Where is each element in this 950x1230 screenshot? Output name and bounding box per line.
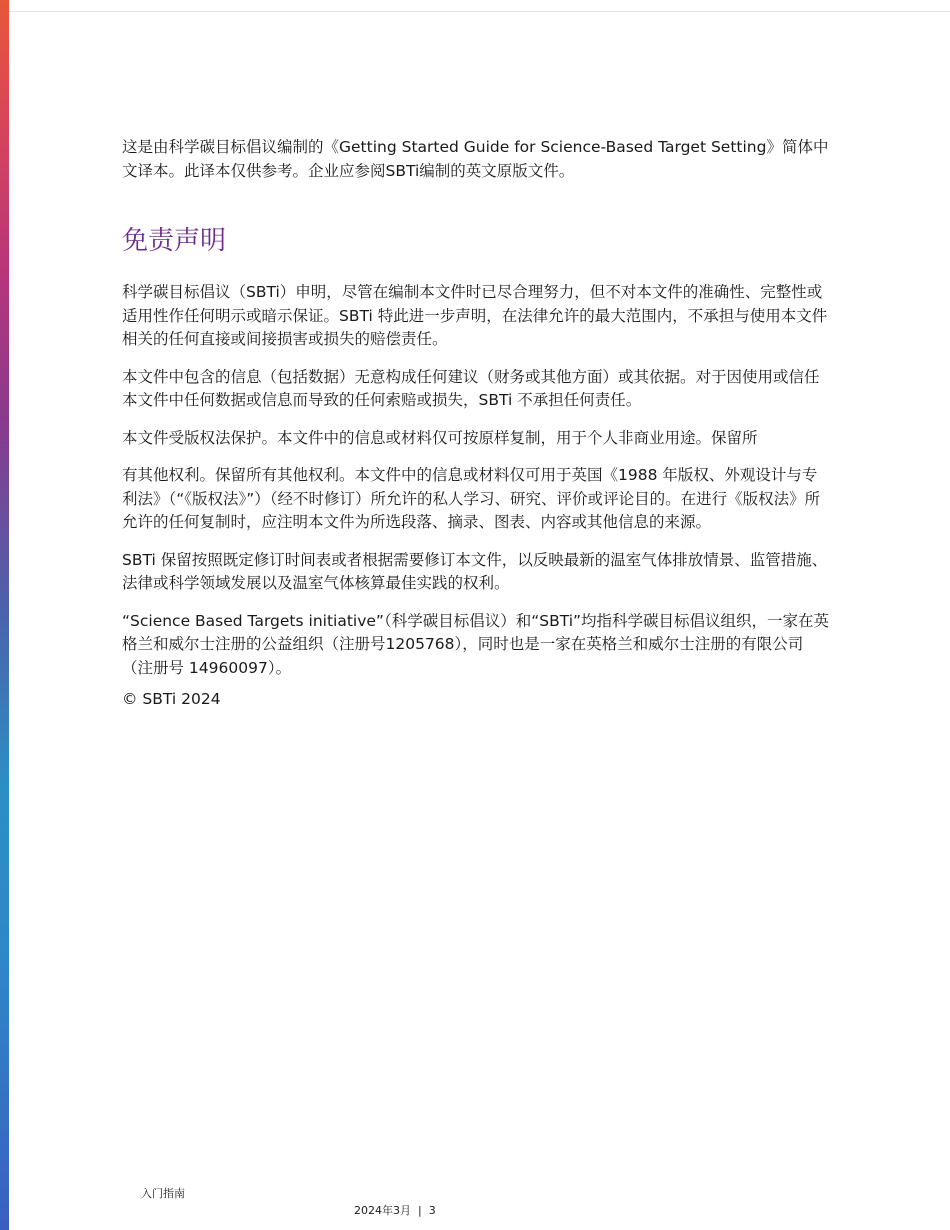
decorative-gradient-stripe	[0, 0, 9, 1230]
disclaimer-paragraph-no-advice: 本文件中包含的信息（包括数据）无意构成任何建议（财务或其他方面）或其依据。对于因使用或信任本文件中任何数据或信息而导致的任何索赔或损失，SBTi 不承担任何责任。	[122, 367, 820, 409]
translation-note: 这是由科学碳目标倡议编制的《Getting Started Guide for Science-Based Target Setting》简体中文译本。此译本仅供参考。企业应参阅SBTi编制的英文原版文件。	[122, 138, 829, 180]
copyright-notice: © SBTi 2024	[122, 690, 221, 708]
top-divider	[9, 11, 950, 12]
disclaimer-paragraph-rights: 有其他权利。保留所有其他权利。本文件中的信息或材料仅可用于英国《1988 年版权、外观设计与专利法》（“《版权法》”）（经不时修订）所允许的私人学习、研究、评价或评论目的。在进行《版权法》所允许的任何复制时，应注明本文件为所选段落、摘录、图表、内容或其他信息的来源。	[122, 466, 821, 531]
disclaimer-paragraph-revision: SBTi 保留按照既定修订时间表或者根据需要修订本文件，以反映最新的温室气体排放情景、监管措施、法律或科学领域发展以及温室气体核算最佳实践的权利。	[122, 550, 828, 592]
disclaimer-paragraph-registration: “Science Based Targets initiative”（科学碳目标倡议）和“SBTi”均指科学碳目标倡议组织，一家在英格兰和威尔士注册的公益组织（注册号1205768），同时也是一家在英格兰和威尔士注册的有限公司（注册号 14960097）。	[122, 611, 830, 677]
footer-guide-label: 入门指南	[141, 1187, 185, 1200]
footer-page-info	[354, 1202, 436, 1218]
disclaimer-paragraph-liability: 科学碳目标倡议（SBTi）申明，尽管在编制本文件时已尽合理努力，但不对本文件的准确性、完整性或适用性作任何明示或暗示保证。SBTi 特此进一步声明，在法律允许的最大范围内，不承担与使用本文件相关的任何直接或间接损害或损失的赔偿责任。	[122, 283, 828, 348]
disclaimer-paragraph-copyright: 本文件受版权法保护。本文件中的信息或材料仅可按原样复制，用于个人非商业用途。保留所	[122, 428, 758, 447]
footer-date: 2024年3月	[354, 1204, 411, 1217]
page-content	[122, 135, 830, 726]
footer-page-number: 3	[428, 1204, 436, 1217]
disclaimer-heading: 免责声明	[122, 226, 227, 256]
footer-separator: |	[418, 1204, 422, 1217]
